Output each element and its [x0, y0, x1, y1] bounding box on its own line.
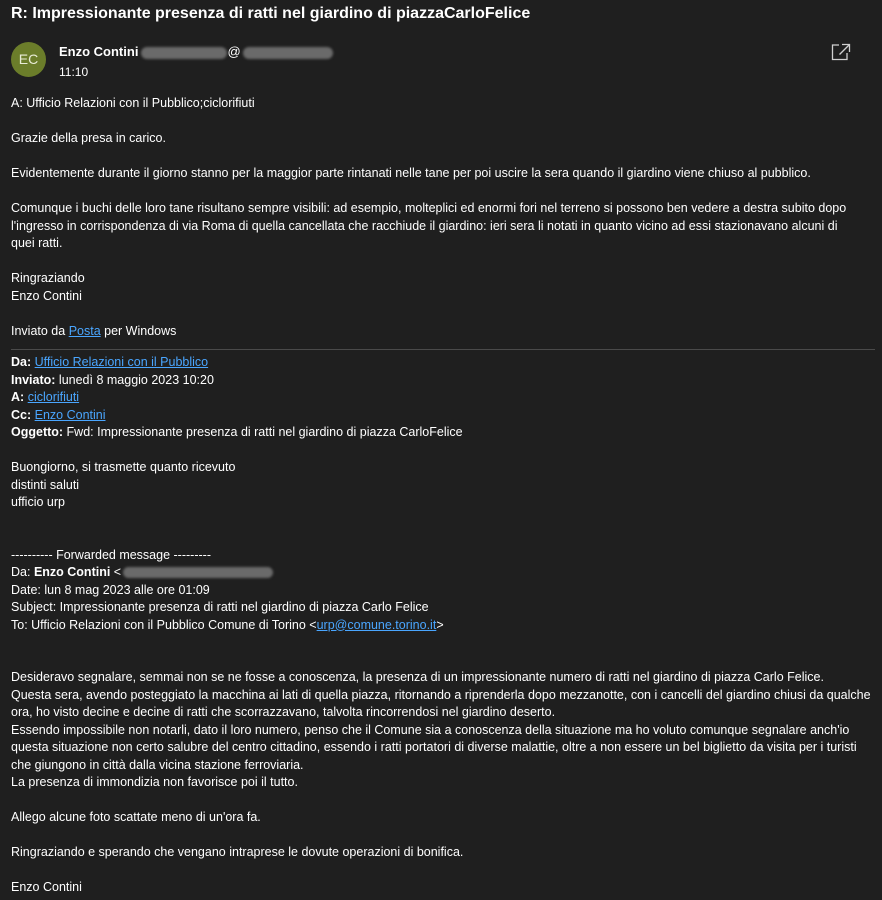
- quoted-cc-label: Cc:: [11, 407, 32, 422]
- quoted-separator: [11, 349, 875, 350]
- forwarded-marker: ---------- Forwarded message ---------: [11, 547, 211, 562]
- original-body-line: Questa sera, avendo posteggiato la macchina ai lati di quella piazza, ritornando a riprenderla dopo mezzanotte, con i cancelli del giardino chiusi da qualche: [11, 687, 871, 702]
- forwarded-from-name: Enzo Contini: [33, 565, 111, 579]
- quoted-body-line: Buongiorno, si trasmette quanto ricevuto: [11, 460, 236, 474]
- redacted-email-user: [141, 47, 227, 59]
- redacted-email-domain: [243, 47, 333, 59]
- quoted-subject-value: Fwd: Impressionante presenza di ratti nel giardino di piazza CarloFelice: [63, 425, 463, 439]
- original-body-line: questa situazione non certo salubre del centro cittadino, essendo i ratti portatori di diverse malattie, oltre a non essere un bel biglietto da visita per i turisti: [11, 740, 857, 754]
- reply-closing: Ringraziando: [11, 271, 85, 285]
- sent-from-prefix: Inviato da: [11, 323, 69, 338]
- quoted-subject-label: Oggetto:: [11, 425, 64, 439]
- redacted-forwarded-email: [123, 567, 273, 578]
- reply-paragraph-line: Comunque i buchi delle loro tane risultano sempre visibili: ad esempio, molteplici ed enormi fori nel terreno si possono ben vedere a destra subito dopo: [11, 201, 847, 215]
- reply-paragraph-line: l'ingresso in corrispondenza di via Roma di quella cancellata che racchiude il giardino: ieri sera li notati in quanto vicino ad essi stazionavano alcuni di: [11, 218, 838, 233]
- original-body-line: Essendo impossibile non notarli, dato il loro numero, penso che il Comune sia a conoscenza della situazione ma ho voluto comunque segnalare anch'io: [11, 722, 850, 737]
- quoted-cc: [11, 407, 876, 425]
- popout-icon[interactable]: [830, 42, 852, 62]
- avatar[interactable]: EC: [11, 42, 46, 77]
- quoted-to-link[interactable]: ciclorifiuti: [27, 390, 80, 404]
- quoted-from-label: Da:: [11, 355, 32, 369]
- original-body-line: che giungono in città dalla vicina stazione ferroviaria.: [11, 757, 304, 772]
- mail-app-link[interactable]: Posta: [68, 323, 101, 338]
- reply-paragraph-line: quei ratti.: [11, 236, 63, 250]
- forwarded-to-suffix: >: [436, 617, 444, 632]
- quoted-sent-label: Inviato:: [11, 372, 56, 387]
- forwarded-from: [11, 564, 876, 582]
- sender-line: [59, 44, 333, 59]
- original-body-line: La presenza di immondizia non favorisce poi il tutto.: [11, 775, 298, 789]
- reply-paragraph: Grazie della presa in carico.: [11, 131, 166, 145]
- email-subject: R: Impressionante presenza di ratti nel giardino di piazzaCarloFelice: [11, 5, 531, 22]
- sent-from-line: [11, 323, 876, 341]
- sent-time: 11:10: [59, 65, 89, 79]
- forwarded-to-prefix: To: Ufficio Relazioni con il Pubblico Comune di Torino <: [11, 617, 317, 632]
- quoted-body-line: ufficio urp: [11, 495, 65, 509]
- original-signature: Enzo Contini: [11, 880, 82, 894]
- original-body-line: Desideravo segnalare, semmai non se ne fosse a conoscenza, la presenza di un impressionante numero di ratti nel giardino di piazza Carlo Felice.: [11, 670, 824, 684]
- quoted-subject: [11, 424, 876, 442]
- forwarded-to: [11, 617, 876, 635]
- quoted-body-line: distinti saluti: [11, 477, 80, 492]
- forwarded-from-bracket: <: [110, 565, 122, 579]
- message-body: [11, 95, 876, 897]
- reply-paragraph: Evidentemente durante il giorno stanno per la maggior parte rintanati nelle tane per poi uscire la sera quando il giardino viene chiuso al pubblico.: [11, 166, 811, 180]
- forwarded-date: Date: lun 8 mag 2023 alle ore 01:09: [11, 582, 210, 597]
- quoted-to-label: A:: [11, 390, 25, 404]
- quoted-from: [11, 354, 876, 372]
- quoted-from-link[interactable]: Ufficio Relazioni con il Pubblico: [34, 355, 209, 369]
- quoted-to: [11, 389, 876, 407]
- to-recipients: A: Ufficio Relazioni con il Pubblico;ciclorifiuti: [11, 96, 255, 110]
- forwarded-to-email-link[interactable]: urp@comune.torino.it: [316, 617, 437, 632]
- reply-signature: Enzo Contini: [11, 288, 82, 303]
- original-body-line: ora, ho visto decine e decine di ratti che scorrazzavano, talvolta rincorrendosi nel giardino deserto.: [11, 705, 556, 719]
- sent-from-suffix: per Windows: [100, 323, 177, 338]
- quoted-sent: [11, 372, 876, 390]
- original-body-line: Ringraziando e sperando che vengano intraprese le dovute operazioni di bonifica.: [11, 845, 464, 859]
- sender-name[interactable]: Enzo Contini: [59, 44, 139, 59]
- original-body-line: Allego alcune foto scattate meno di un'ora fa.: [11, 810, 261, 824]
- forwarded-from-prefix: Da:: [11, 565, 34, 579]
- quoted-cc-link[interactable]: Enzo Contini: [34, 407, 106, 422]
- sender-at-symbol: @: [227, 44, 241, 59]
- quoted-sent-value: lunedì 8 maggio 2023 10:20: [55, 372, 214, 387]
- forwarded-subject: Subject: Impressionante presenza di ratti nel giardino di piazza Carlo Felice: [11, 600, 429, 614]
